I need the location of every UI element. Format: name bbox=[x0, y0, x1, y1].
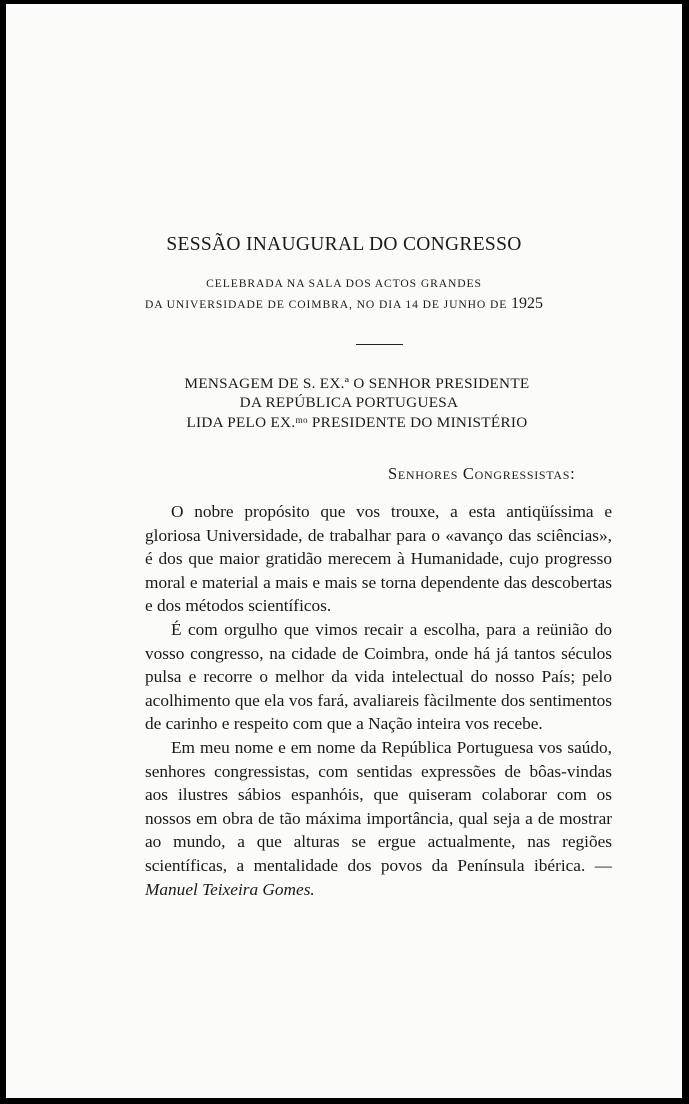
message-body bbox=[145, 500, 612, 901]
message-heading-line-2: DA REPÚBLICA PORTUGUESA bbox=[239, 394, 459, 411]
session-subtitle-line-1: CELEBRADA NA SALA DOS ACTOS GRANDES bbox=[206, 277, 482, 290]
paragraph-3-text: Em meu nome e em nome da República Portuguesa vos saúdo, senhores congressistas, com sentidas expressões de bôas-vindas aos ilustres sábios espanhóis, que quiseram colaborar com os nossos em obra de tão máxima importância, qual seja a de mostrar ao mundo, a que alturas se ergue actualmente, nas regiões scientíficas, a mentalidade dos povos da Península ibérica. — bbox=[145, 737, 612, 875]
paragraph-1: O nobre propósito que vos trouxe, a esta antiqüíssima e gloriosa Universidade, de trabalhar para o «avanço das sciências», é dos que maior gratidão merecem à Humanidade, cujo progresso moral e material a mais e mais se torna dependente das descobertas e dos métodos scientíficos. bbox=[145, 502, 612, 616]
paragraph-2: É com orgulho que vimos recair a escolha, para a reünião do vosso congresso, na cidade de Coimbra, onde há já tantos séculos pulsa e recorre o melhor da vida intelectual do nosso País; pelo acolhimento que ela vos fará, avaliareis fàcilmente dos sentimentos de carinho e respeito com que a Nação inteira vos recebe. bbox=[145, 619, 612, 734]
salutation: Senhores Congressistas: bbox=[388, 464, 576, 483]
message-heading-line-3: LIDA PELO EX.ᵐᵒ PRESIDENTE DO MINISTÉRIO bbox=[186, 414, 528, 431]
session-title: SESSÃO INAUGURAL DO CONGRESSO bbox=[166, 234, 522, 255]
session-subtitle-line-2 bbox=[6, 295, 682, 313]
signature: Manuel Teixeira Gomes. bbox=[145, 879, 315, 899]
session-year: 1925 bbox=[511, 295, 544, 312]
divider-rule bbox=[356, 344, 403, 345]
paragraph-3 bbox=[145, 736, 612, 901]
session-subtitle-text: DA UNIVERSIDADE DE COIMBRA, NO DIA 14 DE JUNHO DE bbox=[144, 298, 512, 311]
document-page bbox=[6, 4, 682, 1098]
message-heading-line-1: MENSAGEM DE S. EX.ª O SENHOR PRESIDENTE bbox=[184, 375, 530, 392]
